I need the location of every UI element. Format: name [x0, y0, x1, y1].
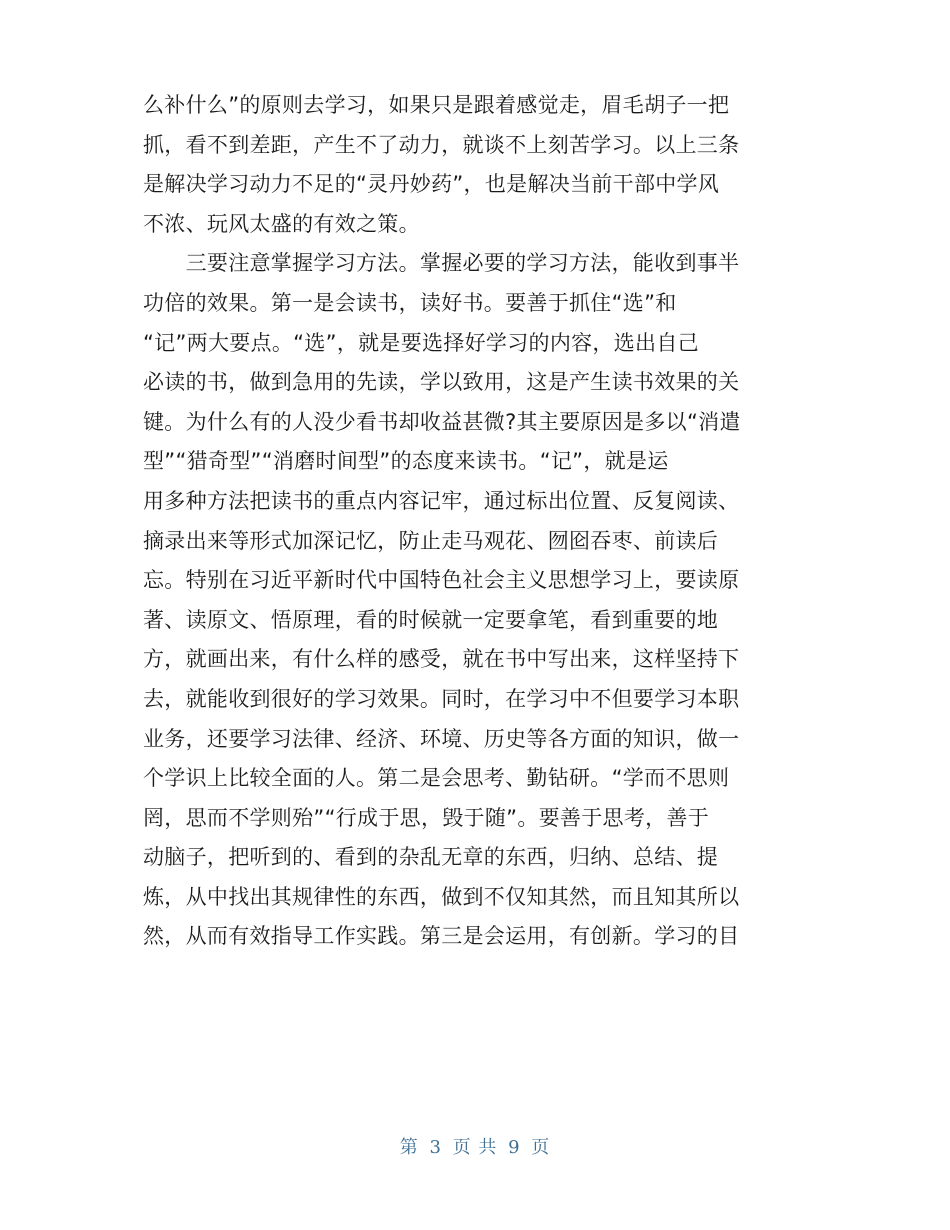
text-line: 必读的书，做到急用的先读，学以致用，这是产生读书效果的关	[143, 370, 740, 395]
text-line: 键。为什么有的人没少看书却收益甚微?其主要原因是多以“消遣	[143, 409, 741, 434]
text-line: 然，从而有效指导工作实践。第三是会运用，有创新。学习的目	[143, 924, 740, 949]
text-line: 个学识上比较全面的人。第二是会思考、勤钻研。“学而不思则	[143, 766, 730, 791]
total-page-count: 9	[508, 1137, 521, 1158]
text-line: 方，就画出来，有什么样的感受，就在书中写出来，这样坚持下	[143, 647, 740, 672]
page-number-footer	[0, 1133, 950, 1159]
text-line: 功倍的效果。第一是会读书，读好书。要善于抓住“选”和	[143, 290, 677, 315]
footer-prefix: 第	[399, 1137, 419, 1158]
text-line: 型”“猎奇型”“消磨时间型”的态度来读书。“记”，就是运	[143, 449, 669, 474]
text-line: 不浓、玩风太盛的有效之策。	[143, 211, 420, 236]
text-line: “记”两大要点。“选”，就是要选择好学习的内容，选出自己	[143, 330, 699, 355]
text-line: 用多种方法把读书的重点内容记牢，通过标出位置、反复阅读、	[143, 488, 740, 513]
footer-middle: 页 共	[452, 1137, 498, 1158]
text-line: 抓，看不到差距，产生不了动力，就谈不上刻苦学习。以上三条	[143, 132, 740, 157]
body-text	[143, 86, 813, 957]
text-line: 炼，从中找出其规律性的东西，做到不仅知其然，而且知其所以	[143, 884, 740, 909]
text-line: 著、读原文、悟原理，看的时候就一定要拿笔，看到重要的地	[143, 607, 719, 632]
text-line: 业务，还要学习法律、经济、环境、历史等各方面的知识，做一	[143, 726, 740, 751]
text-line: 三要注意掌握学习方法。掌握必要的学习方法，能收到事半	[143, 251, 740, 276]
text-line: 罔，思而不学则殆”“行成于思，毁于随”。要善于思考，善于	[143, 805, 710, 830]
text-line: 忘。特别在习近平新时代中国特色社会主义思想学习上，要读原	[143, 568, 740, 593]
text-line: 动脑子，把听到的、看到的杂乱无章的东西，归纳、总结、提	[143, 845, 719, 870]
text-line: 是解决学习动力不足的“灵丹妙药”，也是解决当前干部中学风	[143, 172, 720, 197]
current-page-number: 3	[429, 1137, 442, 1158]
text-line: 去，就能收到很好的学习效果。同时，在学习中不但要学习本职	[143, 686, 740, 711]
footer-suffix: 页	[531, 1137, 551, 1158]
text-line: 摘录出来等形式加深记忆，防止走马观花、囫囵吞枣、前读后	[143, 528, 719, 553]
text-line: 么补什么”的原则去学习，如果只是跟着感觉走，眉毛胡子一把	[143, 93, 730, 117]
